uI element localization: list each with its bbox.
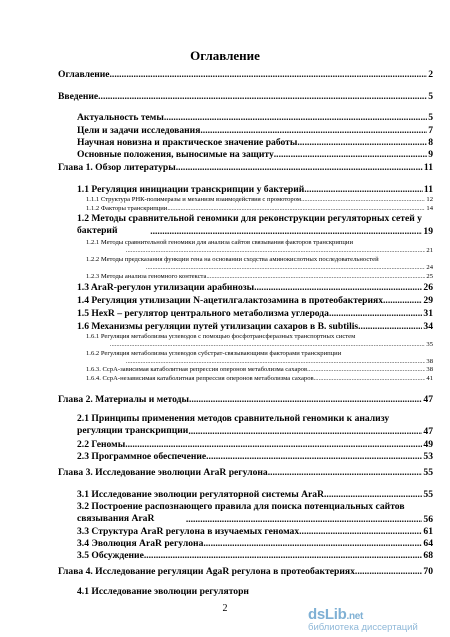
toc-entry-page: 31 [423,308,433,319]
toc-entry-continuation [86,264,433,272]
toc-entry-page: 7 [428,125,433,136]
toc-dot-leader [358,321,422,332]
toc-entry[interactable] [77,125,433,136]
toc-entry-page: 29 [423,295,433,306]
toc-entry-page: 56 [423,514,433,525]
toc-entry[interactable] [77,489,433,500]
toc-entry-text: 1.1.2 Факторы транскрипции [86,205,168,212]
toc-entry-page: 38 [426,358,433,365]
toc-entry-text: 2.3 Программное обеспечение [77,451,207,462]
toc-entry[interactable] [86,333,416,341]
toc-entry-page: 24 [426,264,433,271]
toc-dot-leader [146,264,426,272]
toc-entry-text: Цели и задачи исследования [77,125,201,136]
toc-entry-text: Глава 2. Материалы и методы [58,394,189,405]
toc-entry-text: 1.2.1 Методы сравнительной геномики для анализа сайтов связывания факторов транскрипции [86,239,353,246]
toc-entry-page: 35 [426,341,433,348]
toc-entry[interactable] [77,586,433,597]
toc-entry-page: 11 [423,162,433,173]
toc-entry[interactable] [58,467,433,478]
toc-dot-leader [125,439,422,450]
toc-dot-leader [176,162,423,173]
toc-entry-page: 47 [423,426,433,437]
toc-entry-page: 19 [423,226,433,237]
toc-dot-leader [167,205,425,213]
toc-entry-page: 11 [423,184,433,195]
toc-entry-text: Актуальность темы [77,112,164,123]
toc-dot-leader [144,550,423,561]
toc-dot-leader [203,538,422,549]
toc-entry-page: 55 [423,489,433,500]
toc-dot-leader [126,358,426,366]
toc-entry-page: 5 [428,112,433,123]
toc-dot-leader [110,69,428,80]
toc-dot-leader [307,366,425,374]
toc-entry[interactable] [77,308,433,319]
toc-entry-text: Глава 3. Исследование эволюции AraR регулона [58,467,268,478]
toc-entry[interactable] [77,184,433,195]
toc-dot-leader [186,514,423,525]
toc-dot-leader [150,226,422,237]
toc-entry-continuation [86,247,433,255]
toc-entry[interactable] [58,91,433,102]
toc-dot-leader [301,196,425,204]
toc-entry-text: 1.6.3. CcpA-зависимая катаболитная репрессия оперонов метаболизма сахаров [86,366,308,373]
toc-dot-leader [206,273,425,281]
toc-entry-page: 49 [423,439,433,450]
toc-entry-page: 41 [426,375,433,382]
toc-entry-page: 21 [426,247,433,254]
toc-entry-text: 1.5 HexR – регулятор центрального метаболизма углерода [77,308,329,319]
toc-entry[interactable] [77,282,433,293]
toc-entry-page: 25 [426,273,433,280]
toc-entry-continuation [86,341,433,349]
watermark-logo: dsLib.net [308,606,364,623]
toc-entry-continuation [77,426,433,437]
toc-entry-text: Научная новизна и практическое значение работы [77,137,298,148]
toc-entry[interactable] [77,538,433,549]
toc-dot-leader [110,341,426,349]
toc-entry-text: 1.6 Механизмы регуляции путей утилизации сахаров в B. subtilis [77,321,359,332]
toc-dot-leader [254,282,422,293]
toc-entry-text: 3.2 Построение распознающего правила для поиска потенциальных сайтов связывания AraR [77,501,405,524]
toc-entry-text: 2.1 Принципы применения методов сравнительной геномики к анализу регуляции транскрипции [77,413,390,436]
toc-entry-page: 2 [428,69,433,80]
toc-dot-leader [189,394,422,405]
toc-dot-leader [304,184,423,195]
toc-entry-text: 3.1 Исследование эволюции регуляторной системы AraR [77,489,325,500]
toc-entry-text: Глава 4. Исследование регуляции AgaR регулона в протеобактериях [58,566,355,577]
toc-entry[interactable] [77,295,433,306]
toc-entry-page: 8 [428,137,433,148]
toc-entry[interactable] [86,350,406,358]
toc-entry[interactable] [77,137,433,148]
toc-entry-text: 3.3 Структура AraR регулона в изучаемых геномах [77,526,300,537]
toc-entry[interactable] [86,366,433,374]
toc-entry-text: Введение [58,91,99,102]
toc-entry-text: 4.1 Исследование эволюции регуляторн [77,586,249,597]
toc-entry[interactable] [58,69,433,80]
site-watermark [308,606,450,636]
toc-entry[interactable] [86,196,433,204]
toc-dot-leader [126,247,426,255]
toc-entry-page: 12 [426,196,433,203]
toc-dot-leader [383,295,422,306]
toc-entry-page: 68 [423,550,433,561]
toc-entry-text: 1.4 Регуляция утилизации N-ацетилгалактозамина в протеобактериях [77,295,384,306]
toc-entry-page: 34 [423,321,433,332]
toc-dot-leader [164,112,427,123]
toc-dot-leader [299,526,422,537]
toc-entry-text: Основные положения, выносимые на защиту [77,149,274,160]
toc-entry-page: 14 [426,205,433,212]
toc-entry-continuation [86,358,433,366]
toc-entry-text: 1.1.1 Структура РНК-полимеразы и механизм взаимодействия с промотором [86,196,302,203]
toc-entry-page: 61 [423,526,433,537]
toc-entry-page: 47 [423,394,433,405]
toc-entry-text: 1.2 Методы сравнительной геномики для реконструкции регуляторных сетей у бактерий [77,213,422,236]
toc-entry[interactable] [77,526,433,537]
toc-entry[interactable] [86,256,396,264]
toc-dot-leader [324,489,422,500]
toc-entry-page: 64 [423,538,433,549]
toc-entry[interactable] [58,566,433,577]
toc-entry[interactable] [77,149,433,160]
toc-entry[interactable] [58,162,433,173]
toc-entry-text: 3.4 Эволюция AraR регулона [77,538,204,549]
toc-entry-page: 70 [423,566,433,577]
toc-dot-leader [355,566,422,577]
page-number: 2 [222,603,228,614]
toc-entry-continuation [77,514,433,525]
toc-dot-leader [274,149,427,160]
toc-entry-text: Оглавление [58,69,110,80]
toc-entry[interactable] [86,375,433,383]
toc-dot-leader [200,125,427,136]
toc-entry-page: 55 [423,467,433,478]
toc-entry[interactable] [86,239,416,247]
toc-entry[interactable] [77,439,433,450]
toc-dot-leader [268,467,423,478]
toc-dot-leader [98,91,427,102]
toc-entry[interactable] [86,273,433,281]
toc-entry[interactable] [77,550,433,561]
toc-entry-page: 53 [423,451,433,462]
watermark-subtitle: библиотека диссертаций [308,622,418,633]
toc-entry-page: 26 [423,282,433,293]
toc-entry[interactable] [86,205,433,213]
toc-entry-continuation [77,226,433,237]
toc-entry-text: 1.3 AraR-регулон утилизации арабинозы [77,282,255,293]
toc-entry-page: 38 [426,366,433,373]
toc-dot-leader [188,426,422,437]
toc-entry-text: 2.2 Геномы [77,439,126,450]
toc-entry-text: 1.6.4. CcpA-независимая катаболитная репрессия оперонов метаболизма сахаров [86,375,314,382]
toc-entry-page: 5 [428,91,433,102]
toc-dot-leader [314,375,426,383]
toc-dot-leader [297,137,427,148]
toc-entry-text: 1.1 Регуляция инициации транскрипции у бактерий [77,184,305,195]
toc-entry-text: Глава 1. Обзор литературы [58,162,176,173]
toc-entry[interactable] [77,451,433,462]
toc-entry-text: 1.6.1 Регуляция метаболизма углеводов с помощью фосфотрансферазных транспортных систем [86,333,356,340]
toc-entry-page: 9 [428,149,433,160]
toc-entry[interactable] [77,112,433,123]
toc-dot-leader [329,308,422,319]
toc-entry-text: 1.2.2 Методы предсказания функции гена на основании сходства аминокислотных последовательностей [86,256,379,263]
toc-entry-text: 3.5 Обсуждение [77,550,144,561]
toc-entry-text: 1.2.3 Методы анализа геномного контекста [86,273,207,280]
toc-entry[interactable] [77,321,433,332]
toc-entry-text: 1.6.2 Регуляция метаболизма углеводов субстрат-связывающими факторами транскрипции [86,350,342,357]
page-title: Оглавление [190,48,260,63]
toc-dot-leader [206,451,422,462]
toc-entry[interactable] [58,394,433,405]
